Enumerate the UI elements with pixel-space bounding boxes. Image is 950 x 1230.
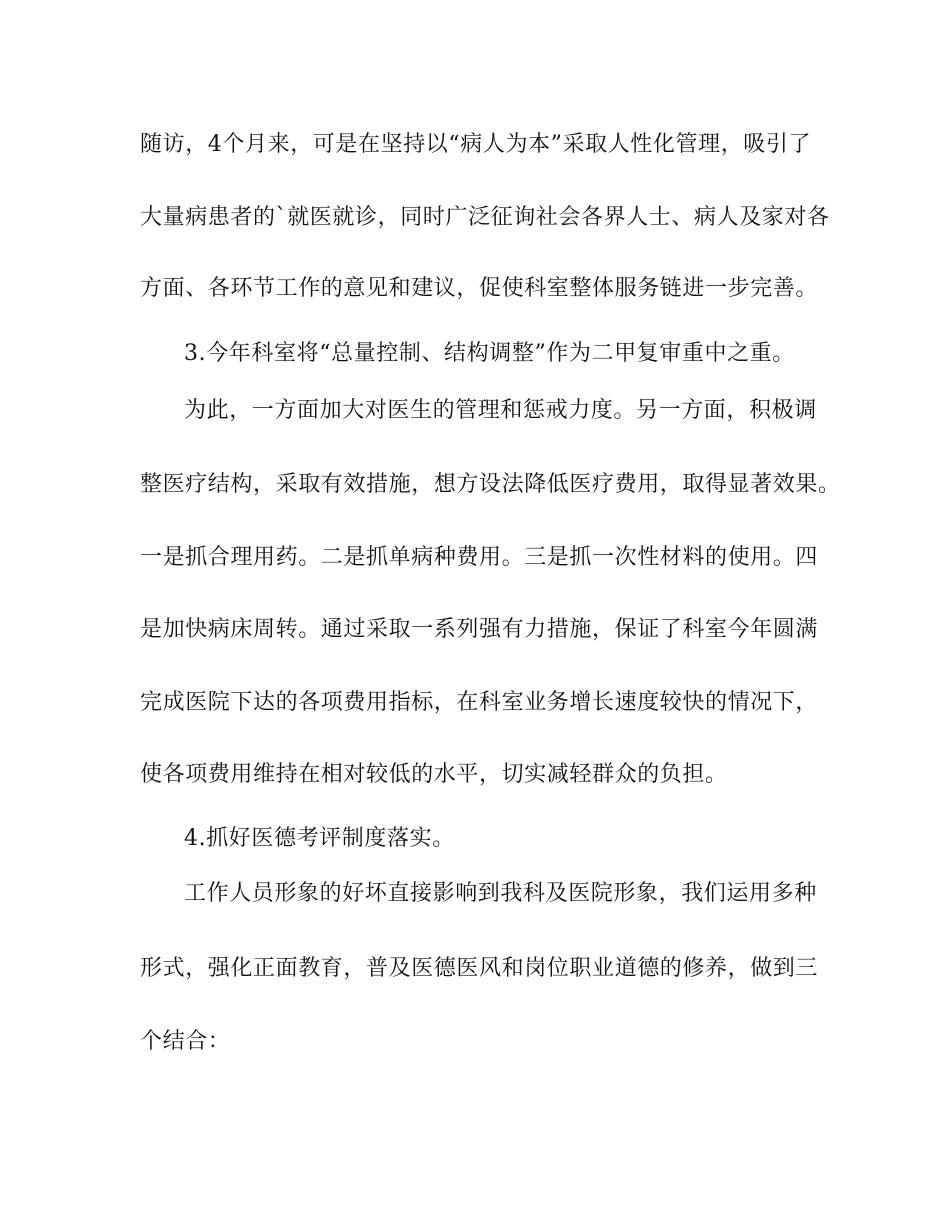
text-line: 随访，4个月来，可是在坚持以“病人为本”采取人性化管理，吸引了: [140, 132, 812, 157]
text-line: 整医疗结构，采取有效措施，想方设法降低医疗费用，取得显著效果。: [140, 472, 841, 497]
text-line: 大量病患者的`就医就诊，同时广泛征询社会各界人士、病人及家对各: [140, 205, 830, 230]
text-line: 是加快病床周转。通过采取一系列强有力措施，保证了科室今年圆满: [140, 617, 819, 642]
text-line: 一是抓合理用药。二是抓单病种费用。三是抓一次性材料的使用。四: [140, 545, 819, 570]
text-line: 使各项费用维持在相对较低的水平，切实减轻群众的负担。: [140, 762, 728, 787]
text-line: 为此，一方面加大对医生的管理和惩戒力度。另一方面，积极调: [184, 398, 817, 423]
text-line: 个结合：: [140, 1029, 231, 1054]
section-heading: 3.今年科室将“总量控制、结构调整”作为二甲复审重中之重。: [184, 341, 795, 366]
text-line: 完成医院下达的各项费用指标，在科室业务增长速度较快的情况下，: [140, 690, 819, 715]
text-line: 方面、各环节工作的意见和建议，促使科室整体服务链进一步完善。: [140, 276, 819, 301]
section-heading: 4.抓好医德考评制度落实。: [184, 826, 455, 851]
text-line: 工作人员形象的好坏直接影响到我科及医院形象，我们运用多种: [184, 881, 817, 906]
text-line: 形式，强化正面教育，普及医德医风和岗位职业道德的修养，做到三: [140, 956, 819, 981]
